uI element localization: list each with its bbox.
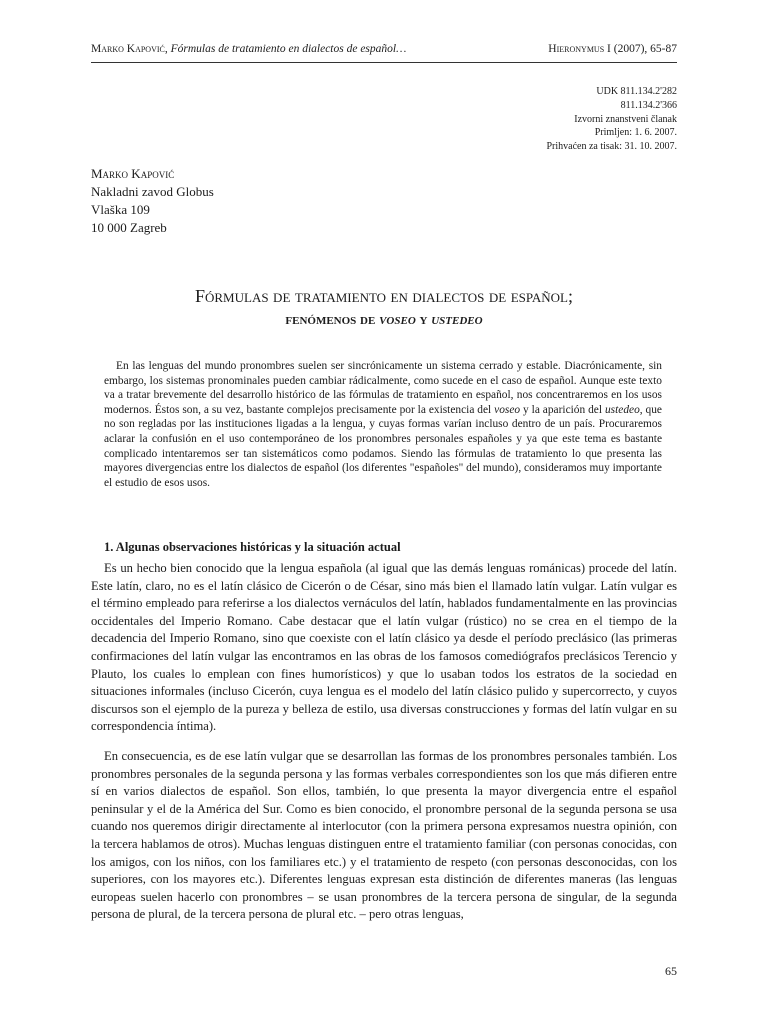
title-line-2-pre: fenómenos de [285, 312, 380, 328]
title-ustedeo: ustedeo [431, 312, 483, 328]
author-street: Vlaška 109 [91, 202, 150, 217]
author-affiliation: Nakladni zavod Globus [91, 184, 214, 199]
section-heading: 1. Algunas observaciones históricas y la situación actual [104, 540, 401, 554]
header-rule [91, 62, 677, 63]
running-head-issue: I (2007), 65-87 [607, 43, 677, 55]
abstract [104, 359, 662, 490]
title-line-2-mid: y [415, 312, 432, 328]
abstract-voseo: voseo [494, 403, 521, 416]
running-head-author: Marko Kapović, [91, 43, 168, 55]
author-city: 10 000 Zagreb [91, 220, 167, 235]
article-title [91, 284, 677, 332]
article-type: Izvorni znanstveni članak [574, 113, 677, 125]
abstract-ustedeo: ustedeo [604, 403, 640, 416]
received-date: Primljen: 1. 6. 2007. [594, 127, 677, 139]
abstract-part-3: , que no son regladas por las instituciones ligadas a la lengua, y cuyas formas varían incluso dentro de un país. Procuraremos aclarar la confusión en el uso contemporáneo de los pronombres personales españoles y ya que este tema es bastante complicado intentaremos ser tan sistemáticos como podamos. Siendo las fórmulas de tratamiento lo que presenta las mayores divergencias entre los dialectos de español (los diferentes "españoles" del mundo), consideramos muy importante el estudio de esos usos. [104, 403, 662, 489]
title-voseo: voseo [379, 312, 416, 328]
abstract-part-1: En las lenguas del mundo pronombres suelen ser sincrónicamente un sistema cerrado y estable. Diacrónicamente, sin embargo, los sistemas pronominales pueden cambiar rádicalmente, como sucede en el caso de español. Aunque este texto va a tratar brevemente del desarrollo histórico de las fórmulas de tratamiento en español, nos concentraremos en los usos modernos. Éstos son, a su vez, bastante complejos precisamente por la existencia del [104, 360, 662, 416]
abstract-part-2: y la aparición del [520, 403, 605, 416]
author-name: Marko Kapović [91, 166, 175, 181]
running-head-title: Fórmulas de tratamiento en dialectos de español… [170, 43, 407, 55]
page-number: 65 [665, 964, 677, 978]
udk-code-1: UDK 811.134.2'282 [596, 86, 677, 97]
title-line-2 [91, 308, 677, 332]
author-block [91, 165, 214, 237]
udk-code-2: 811.134.2'366 [620, 99, 677, 111]
article-meta [377, 85, 677, 154]
running-head-left [91, 42, 406, 56]
accepted-date: Prihvaćen za tisak: 31. 10. 2007. [546, 141, 677, 153]
running-head-journal: Hieronymus [548, 43, 605, 55]
body-paragraph-2: En consecuencia, es de ese latín vulgar que se desarrollan las formas de los pronombres personales también. Los pronombres personales de la segunda persona y las formas verbales correspondientes son los que más difieren entre sí en varios dialectos de español. Son ellos, también, lo que presenta la mayor divergencia entre el español peninsular y el de la América del Sur. Como es bien conocido, el pronombre personal de la segunda persona se usa cuando nos queremos dirigir directamente al interlocutor (con la primera persona expresamos nuestra opinión, con la tercera hablamos de otros). Muchas lenguas distinguen entre el tratamiento familiar (con personas conocidas, con los amigos, con los niños, con los familiares etc.) y el tratamiento de respeto (con personas desconocidas, con los superiores, con los mayores etc.). Diferentes lenguas expresan esta distinción de diferentes maneras (las lenguas europeas suelen hacerlo con pronombres – se usan pronombres de la tercera persona de singular, de la segunda persona de plural, de la tercera persona de plural etc. – pero otras lenguas, [91, 749, 677, 922]
body-paragraph-1: Es un hecho bien conocido que la lengua española (al igual que las demás lenguas románicas) procede del latín. Este latín, claro, no es el latín clásico de Cicerón o de César, sino más bien el llamado latín vulgar. Latín vulgar es el término empleado para referirse a los dialectos vernáculos del latín, hablados fundamentalmente en las provincias occidentales del Imperio Romano. Cabe destacar que el latín vulgar (rústico) no se crea en el tiempo de la decadencia del Imperio Romano, sino que coexiste con el latín clásico ya desde el período preclásico (las primeras confirmaciones del latín vulgar las encontramos en las obras de los famosos comediógrafos preclásicos Terencio y Plauto, los cuales lo emplean con fines humorísticos) y que lo usaban todos los estratos de la sociedad en situaciones informales (incluso Cicerón, cuya lengua es el modelo del latín clásico pulido y supercorrecto, y cuyos discursos son el ejemplo de la pureza y belleza de estilo, usa diversas construcciones y formas del latín vulgar en su correspondencia íntima). [91, 561, 677, 734]
title-line-1: Fórmulas de tratamiento en dialectos de español; [194, 286, 574, 306]
running-head-right [548, 42, 677, 56]
